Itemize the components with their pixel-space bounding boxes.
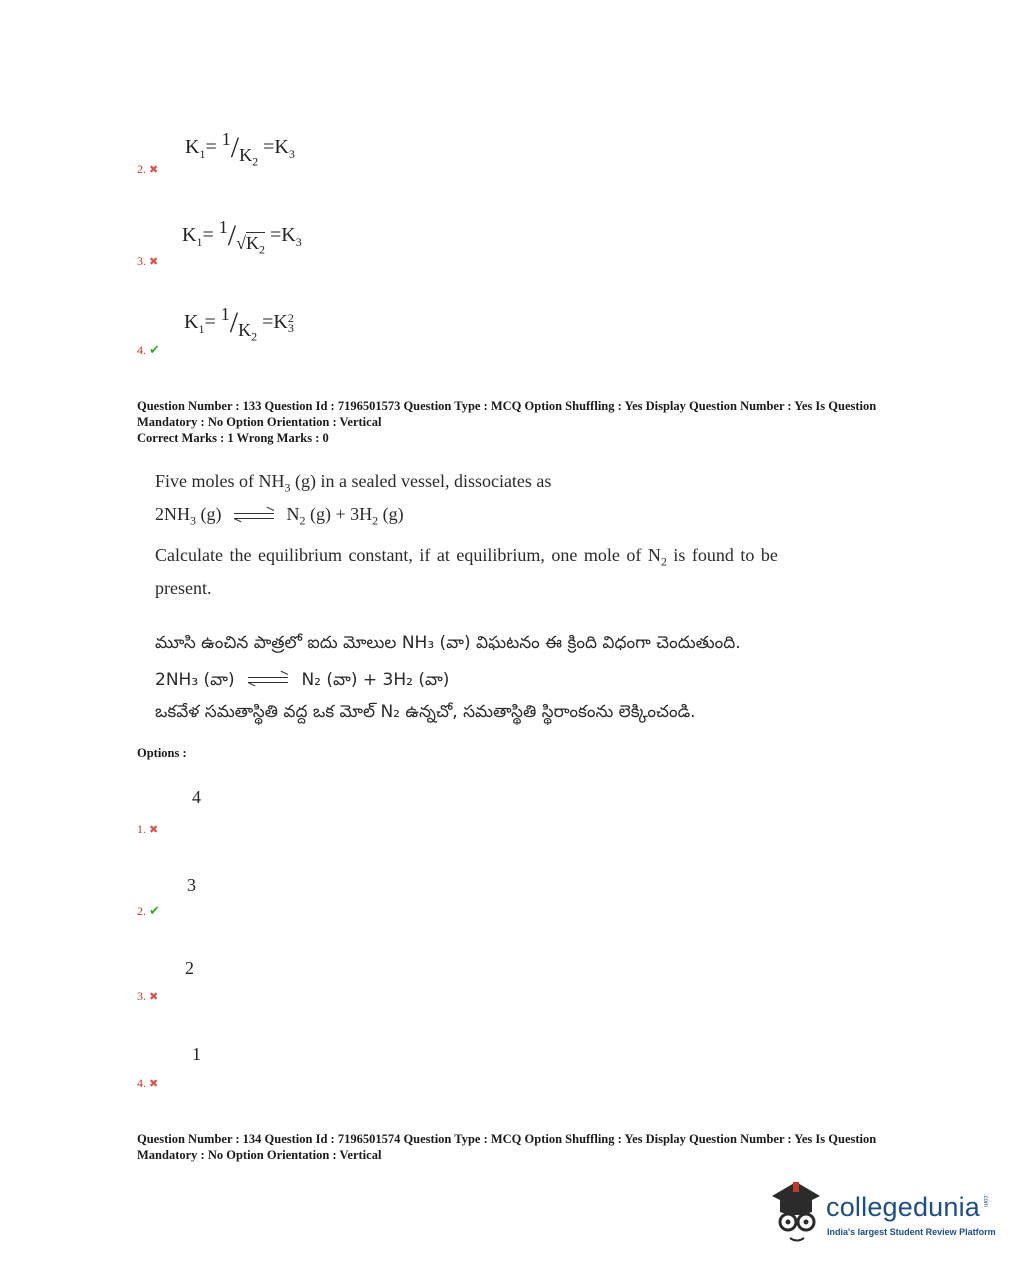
option-2-label: 2. ✔ — [137, 904, 160, 919]
q133-en-line3: Calculate the equilibrium constant, if at equilibrium, one mole of $N_2$ is found to be — [155, 545, 778, 569]
q133-meta-line2: Mandatory : No Option Orientation : Vertical — [137, 415, 382, 429]
q133-meta — [137, 398, 917, 446]
prev-option-3-label: 3. ✖ — [137, 254, 159, 268]
option-1-label: 1. ✖ — [137, 822, 159, 836]
q133-te-line1: మూసి ఉంచిన పాత్రలో ఐదు మోలుల NH₃ (వా) విఘటనం ఈ క్రింది విధంగా చెందుతుంది. — [155, 633, 741, 653]
option-3-value: 2 — [185, 958, 194, 978]
q133-te-line3: ఒకవేళ సమతాస్థితి వద్ద ఒక మోల్ N₂ ఉన్నచో, సమతాస్థితి స్థిరాంకంను లెక్కించండి. — [155, 702, 696, 722]
q134-meta — [137, 1131, 917, 1163]
cross-icon: ✖ — [149, 1077, 159, 1090]
logo-suffix: .com — [982, 1194, 988, 1208]
cross-icon: ✖ — [149, 823, 159, 836]
prev-option-2-label: 2. ✖ — [137, 162, 159, 176]
prev-option-3-formula: $K_1= 1/√K_2 =K_3$ — [182, 217, 302, 257]
check-icon: ✔ — [149, 904, 160, 919]
cross-icon: ✖ — [149, 163, 159, 176]
prev-option-2-formula: $K_1= 1/K_2 =K_3$ — [185, 129, 295, 169]
prev-option-4-formula: $K_1= 1/K_2 =K$ 2 3 — [184, 304, 294, 344]
cross-icon: ✖ — [149, 990, 159, 1003]
option-4-value: 1 — [192, 1044, 201, 1064]
q133-en-equation: $2NH_3$ (g) $N_2$ $(g) + 3H_2$ (g) — [155, 504, 404, 528]
equilibrium-arrow-icon — [234, 510, 274, 522]
collegedunia-logo — [766, 1178, 996, 1250]
q134-meta-line2: Mandatory : No Option Orientation : Vertical — [137, 1148, 382, 1162]
cross-icon: ✖ — [149, 255, 159, 268]
q133-en-line4: present. — [155, 578, 212, 598]
q133-en-line1: Five moles of $NH_3$ (g) in a sealed vessel, dissociates as — [155, 471, 552, 495]
option-4-label: 4. ✖ — [137, 1076, 159, 1090]
logo-wordmark: collegedunia — [826, 1192, 981, 1222]
q134-meta-line1: Question Number : 134 Question Id : 7196501574 Question Type : MCQ Option Shuffling : Yes Display Question Number : Yes Is Question — [137, 1132, 877, 1146]
logo-tagline: India's largest Student Review Platform — [827, 1227, 996, 1237]
options-heading: Options : — [137, 746, 187, 760]
prev-option-4-label: 4. ✔ — [137, 343, 160, 358]
q133-meta-line1: Question Number : 133 Question Id : 7196501573 Question Type : MCQ Option Shuffling : Yes Display Question Number : Yes Is Question — [137, 399, 877, 413]
mascot-icon — [766, 1178, 826, 1248]
check-icon: ✔ — [149, 343, 160, 358]
option-1-value: 4 — [192, 787, 201, 807]
option-3-label: 3. ✖ — [137, 989, 159, 1003]
q133-te-equation: 2NH₃ (వా) N₂ (వా) + 3H₂ (వా) — [155, 670, 450, 690]
option-2-value: 3 — [187, 875, 196, 895]
equilibrium-arrow-icon — [248, 674, 288, 686]
q133-meta-line3: Correct Marks : 1 Wrong Marks : 0 — [137, 431, 329, 445]
